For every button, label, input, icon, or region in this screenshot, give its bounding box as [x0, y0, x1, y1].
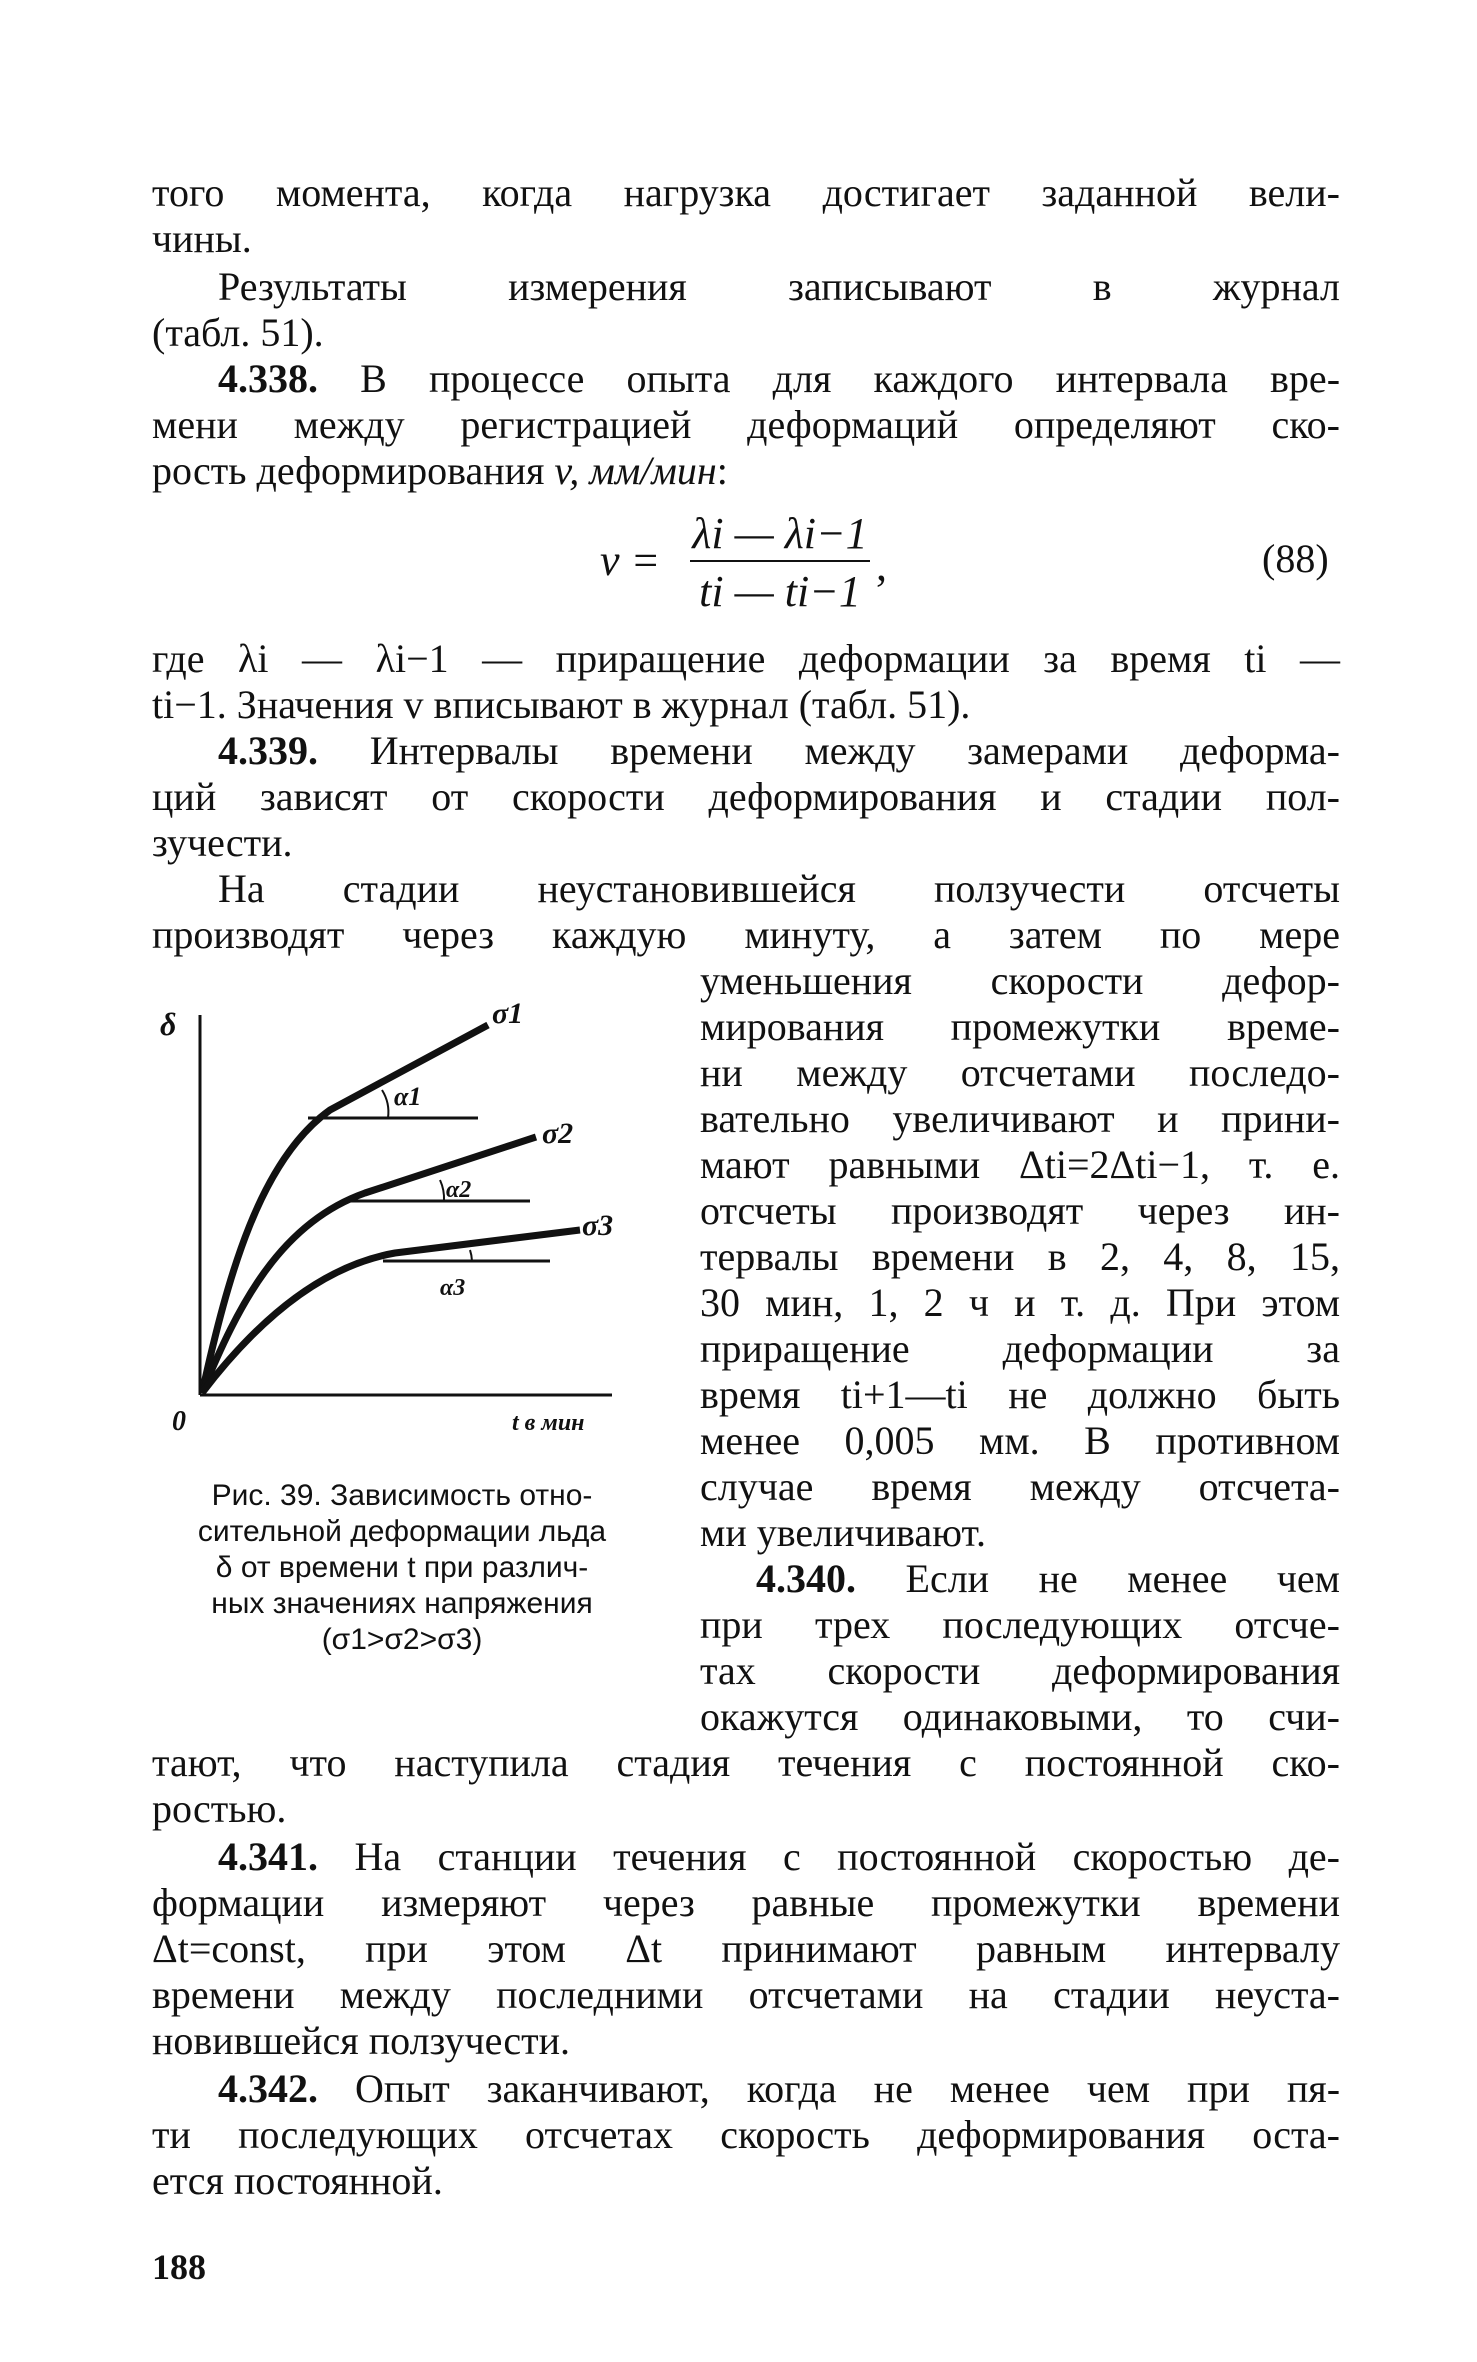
text-line: случае время между отсчета- [700, 1464, 1340, 1509]
text-line: времени между последними отсчетами на стадии неуста- [152, 1972, 1340, 2017]
text-line: зучести. [152, 820, 293, 865]
figure-39-diagram [150, 975, 630, 1445]
text-line: новившейся ползучести. [152, 2018, 571, 2063]
angle-arc-3 [470, 1250, 472, 1261]
page-number: 188 [152, 2247, 206, 2287]
text-line: Δt=const, при этом Δt принимают равным интервалу [152, 1926, 1340, 1971]
text-span: Если не менее чем [905, 1556, 1340, 1601]
angle-label-alpha-1: α1 [394, 1082, 422, 1111]
caption-line: Рис. 39. Зависимость отно- [211, 1479, 593, 1512]
angle-label-alpha-3: α3 [440, 1275, 466, 1301]
text-line: того момента, когда нагрузка достигает заданной вели- [152, 170, 1340, 215]
text-span: : [716, 448, 728, 493]
text-line: формации измеряют через равные промежутки времени [152, 1880, 1340, 1925]
formula-denominator: ti — ti−1 [699, 567, 861, 616]
text-line: менее 0,005 мм. В противном [700, 1418, 1340, 1463]
paragraph-4-341-first-line [218, 1834, 1340, 1880]
formula-numerator: λi — λi−1 [692, 509, 868, 558]
y-axis-label: δ [160, 1006, 177, 1042]
x-axis-label: t в мин [512, 1410, 585, 1436]
curve-sigma-3 [202, 1230, 580, 1393]
text-line: вательно увеличивают и прини- [700, 1096, 1340, 1141]
formula-number: (88) [1262, 536, 1329, 581]
text-line: отсчеты производят через ин- [700, 1188, 1340, 1233]
section-number: 4.339. [218, 728, 318, 773]
text-span: Интервалы времени между замерами деформа- [369, 728, 1341, 773]
text-line: ми увеличивают. [700, 1510, 986, 1555]
section-number: 4.342. [218, 2066, 318, 2111]
angle-arc-2 [440, 1180, 444, 1201]
origin-label: 0 [172, 1406, 186, 1437]
text-line: тают, что наступила стадия течения с постоянной ско- [152, 1740, 1340, 1785]
caption-line: сительной деформации льда [197, 1515, 607, 1548]
text-line: уменьшения скорости дефор- [700, 958, 1340, 1003]
text-line: ti−1. Значения v вписывают в журнал (табл. 51). [152, 682, 971, 727]
angle-arc-1 [382, 1090, 388, 1118]
text-line: мают равными Δti=2Δti−1, т. е. [700, 1142, 1340, 1187]
formula-lhs: v = [600, 536, 661, 585]
text-line: тах скорости деформирования [700, 1648, 1340, 1693]
text-line: чины. [152, 216, 252, 261]
text-span: рость деформирования [152, 448, 555, 493]
text-line: где λi — λi−1 — приращение деформации за время ti — [152, 636, 1340, 681]
text-line: 30 мин, 1, 2 ч и т. д. При этом [700, 1280, 1340, 1325]
section-number: 4.341. [218, 1834, 318, 1879]
text-span: В процессе опыта для каждого интервала вре- [360, 356, 1341, 401]
fraction-bar [690, 560, 870, 562]
caption-line: (σ1>σ2>σ3) [321, 1623, 483, 1656]
text-span: Опыт заканчивают, когда не менее чем при пя- [355, 2066, 1341, 2111]
text-line: ется постоянной. [152, 2158, 443, 2203]
section-number: 4.340. [756, 1556, 856, 1601]
velocity-unit: v, мм/мин [554, 448, 717, 493]
text-span: На станции течения с постоянной скоростью де- [354, 1834, 1340, 1879]
caption-line: δ от времени t при различ- [215, 1551, 589, 1584]
text-line: (табл. 51). [152, 310, 324, 355]
paragraph-4-342-first-line [218, 2066, 1340, 2112]
angle-label-alpha-2: α2 [446, 1177, 472, 1203]
text-line: время ti+1—ti не должно быть [700, 1372, 1340, 1417]
text-line: мирования промежутки време- [700, 1004, 1340, 1049]
text-line: приращение деформации за [700, 1326, 1340, 1371]
text-line: тервалы времени в 2, 4, 8, 15, [700, 1234, 1340, 1279]
text-line: производят через каждую минуту, а затем по мере [152, 912, 1340, 957]
text-line: мени между регистрацией деформаций определяют ско- [152, 402, 1340, 447]
section-number: 4.338. [218, 356, 318, 401]
curve-label-sigma-2: σ2 [542, 1117, 574, 1150]
text-line: окажутся одинаковыми, то счи- [700, 1694, 1340, 1739]
caption-line: ных значениях напряжения [211, 1587, 593, 1620]
curve-label-sigma-1: σ1 [492, 997, 524, 1030]
text-line: ти последующих отсчетах скорость деформирования оста- [152, 2112, 1340, 2157]
text-line: ростью. [152, 1786, 287, 1831]
curve-sigma-2 [202, 1137, 536, 1393]
text-line: На стадии неустановившейся ползучести отсчеты [218, 866, 1340, 911]
text-line [152, 448, 1340, 494]
curve-label-sigma-3: σ3 [582, 1209, 614, 1242]
text-line: ций зависят от скорости деформирования и стадии пол- [152, 774, 1340, 819]
text-line: при трех последующих отсче- [700, 1602, 1340, 1647]
paragraph-4-340-first-line [756, 1556, 1340, 1602]
paragraph-4-339-first-line [218, 728, 1340, 774]
text-line: ни между отсчетами последо- [700, 1050, 1340, 1095]
formula-comma: , [876, 541, 887, 590]
text-line: Результаты измерения записывают в журнал [218, 264, 1340, 309]
paragraph-4-338-first-line [218, 356, 1340, 402]
